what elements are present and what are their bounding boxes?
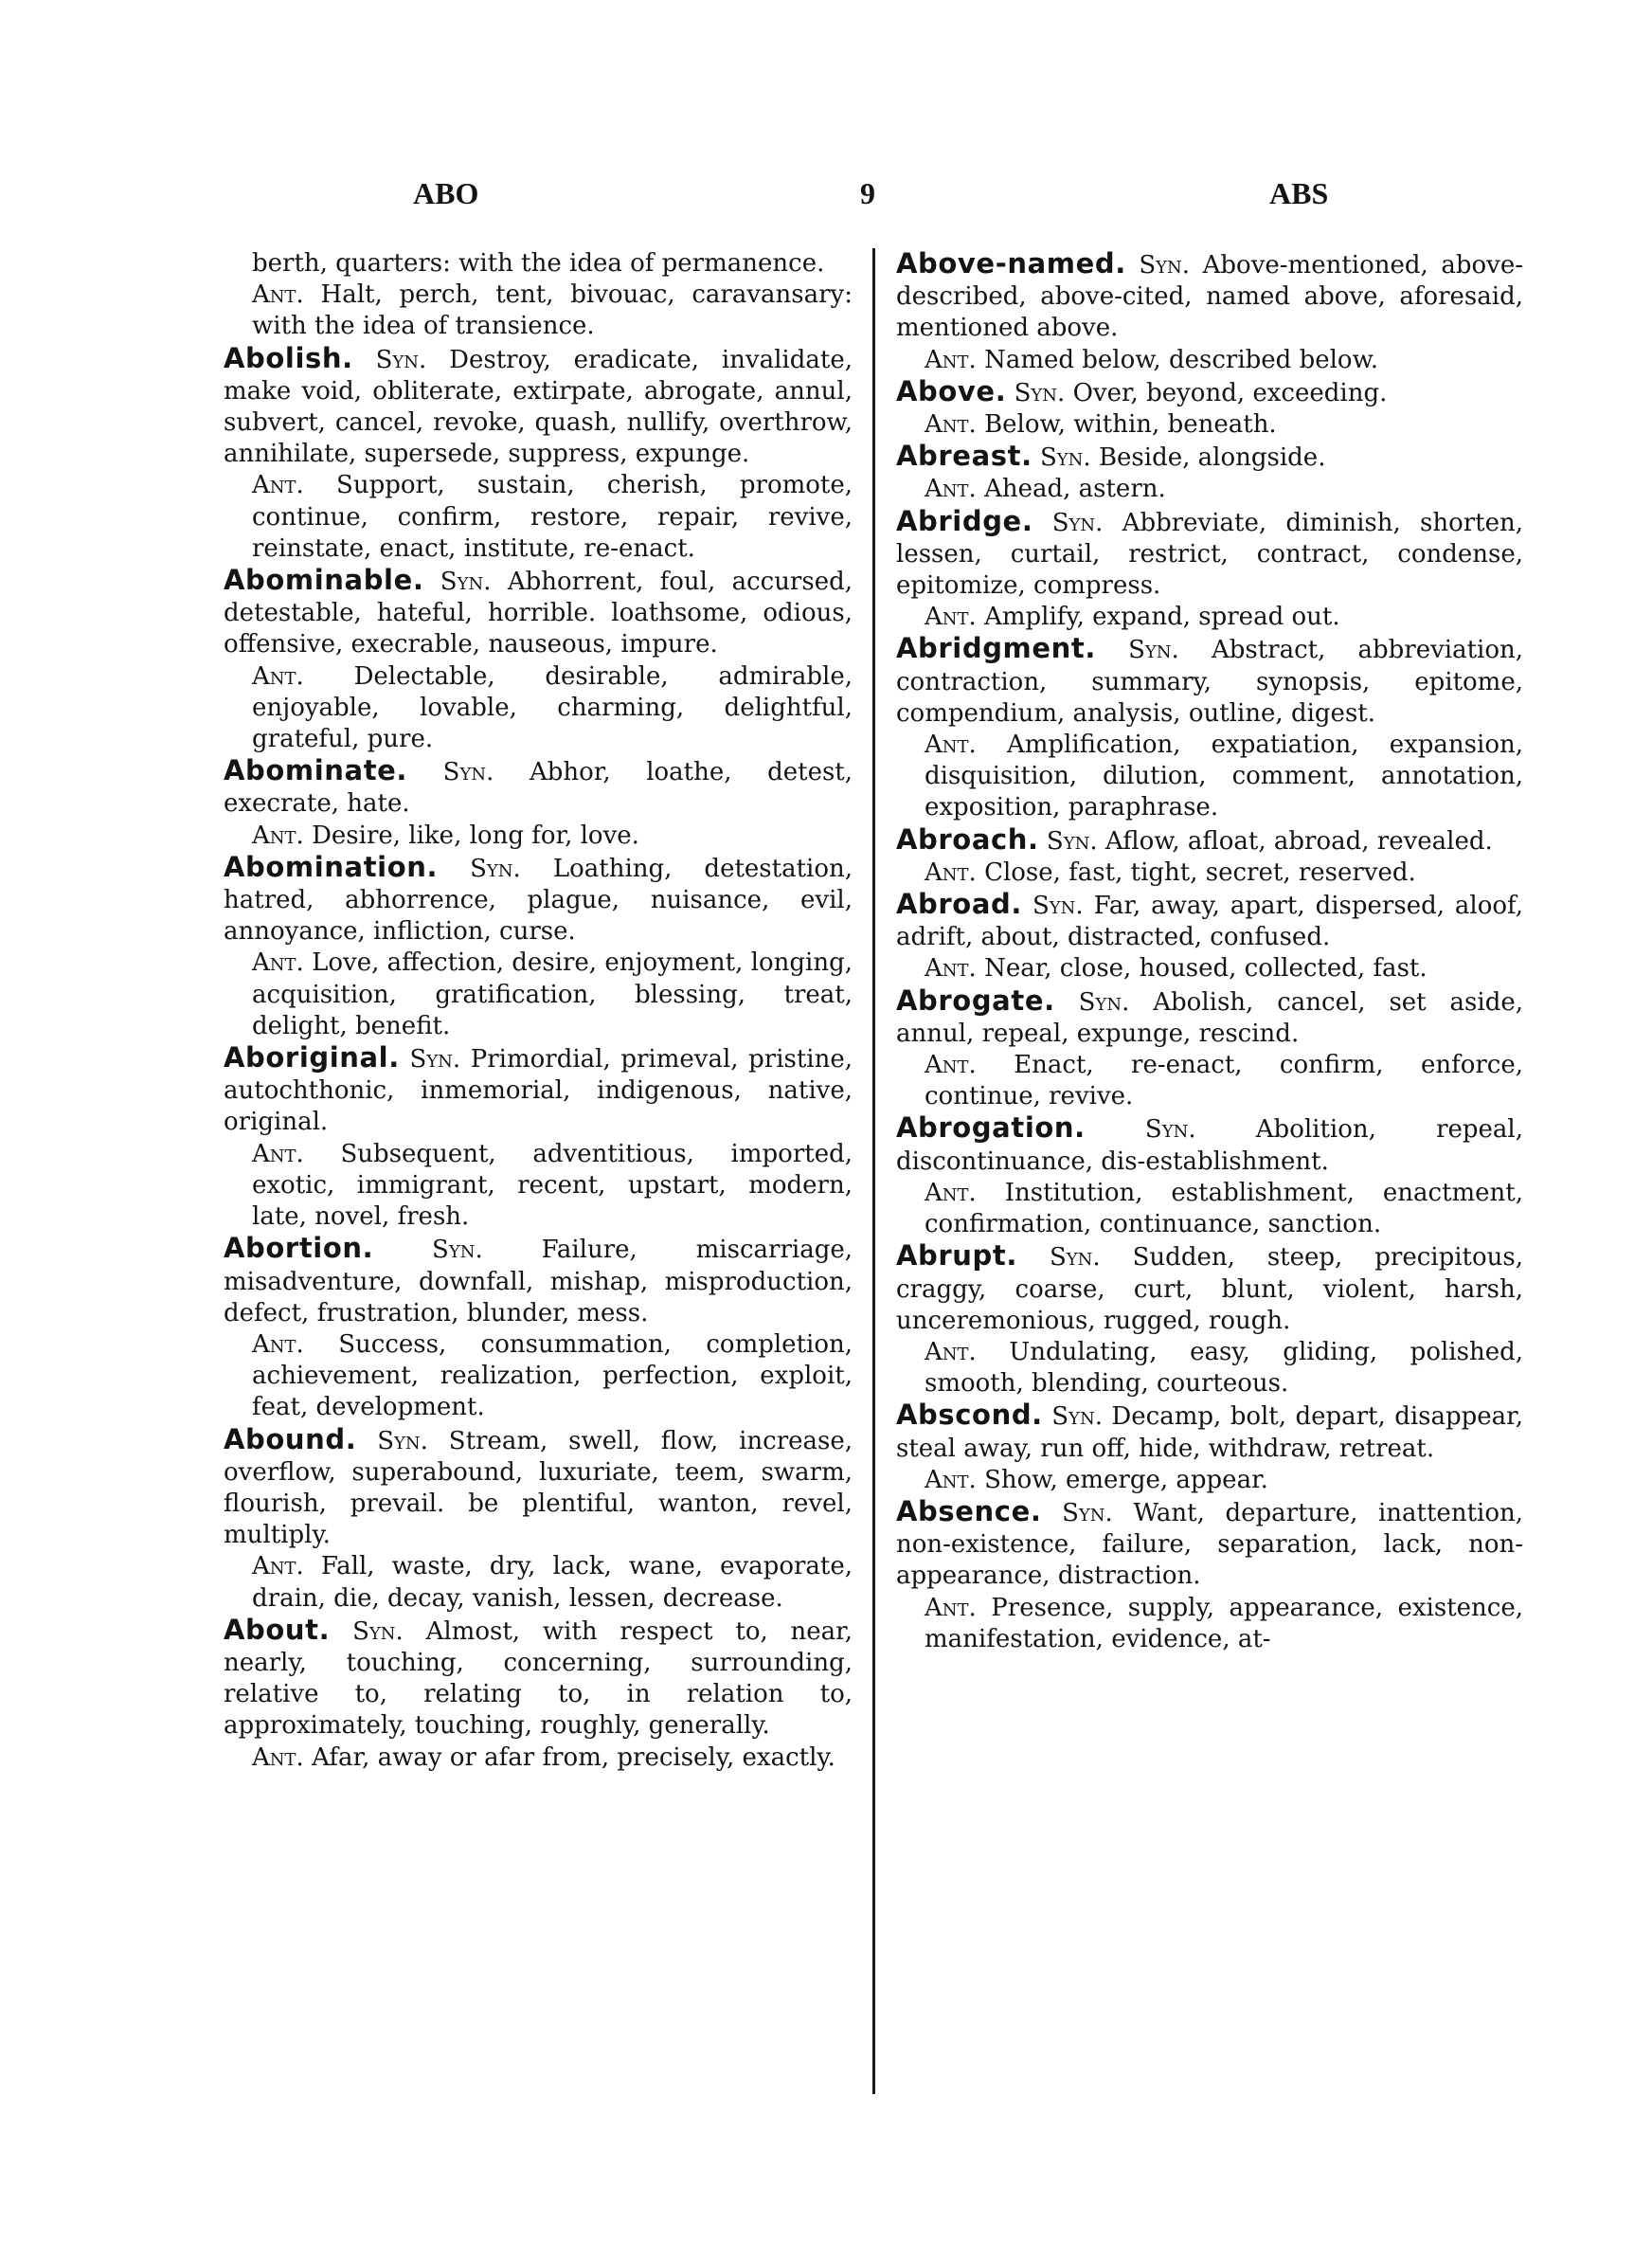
running-head	[0, 176, 1652, 224]
headword: Absence.	[896, 1494, 1042, 1527]
synonym-list: Primordial, primeval, pristine, autochthonic, inmemorial, indigenous, native, original.	[224, 1045, 853, 1137]
synonym-list: Stream, swell, flow, increase, overflow, superabound, luxuriate, teem, swarm, flourish, prevail. be plentiful, wanton, revel, multiply.	[224, 1426, 853, 1550]
antonym-list: Love, affection, desire, enjoyment, longing, acquisition, gratification, blessing, treat, delight, benefit.	[252, 948, 853, 1040]
synonym-list: Failure, miscarriage, misadventure, downfall, mishap, misproduction, defect, frustration, blunder, mess.	[224, 1236, 853, 1327]
antonym-list: Afar, away or afar from, precisely, exactly.	[312, 1742, 835, 1772]
antonym-label: Ant.	[925, 410, 977, 440]
headword: Abominate.	[224, 754, 408, 787]
antonym-label: Ant.	[252, 1139, 304, 1168]
antonym-list: Halt, perch, tent, bivouac, caravansary: with the idea of transience.	[252, 280, 853, 341]
left-column	[224, 248, 853, 1774]
synonym-list: Far, away, apart, dispersed, aloof, adrift, about, distracted, confused.	[896, 892, 1524, 952]
dictionary-entry	[224, 343, 853, 471]
antonym-list: Enact, re-enact, confirm, enforce, continue, revive.	[925, 1051, 1523, 1111]
antonym-label: Ant.	[252, 948, 304, 978]
antonym-label: Ant.	[252, 821, 304, 850]
synonym-list: Over, beyond, exceeding.	[1072, 378, 1388, 407]
antonym-list: Close, fast, tight, secret, reserved.	[984, 858, 1416, 887]
antonym-line	[224, 470, 853, 565]
antonym-label: Ant.	[925, 1178, 977, 1207]
antonym-line	[896, 1178, 1523, 1240]
antonym-list: Delectable, desirable, admirable, enjoyable, lovable, charming, delightful, grateful, pure.	[252, 661, 853, 754]
headword: Abroad.	[896, 888, 1022, 921]
running-head-left: ABO	[413, 176, 479, 210]
antonym-line	[896, 1050, 1523, 1112]
antonym-label: Ant.	[252, 1552, 304, 1581]
dictionary-entry	[896, 506, 1523, 603]
antonym-line	[224, 1139, 853, 1234]
synonym-label: Syn.	[1014, 378, 1066, 407]
antonym-list: Desire, like, long for, love.	[312, 821, 639, 850]
synonym-list: Decamp, bolt, depart, disappear, steal away, run off, hide, withdraw, retreat.	[896, 1402, 1524, 1463]
synonym-list: Above-mentioned, above-described, above-cited, named above, aforesaid, mentioned above.	[896, 251, 1524, 343]
synonym-label: Syn.	[440, 568, 492, 597]
antonym-list: Amplification, expatiation, expansion, disquisition, dilution, comment, annotation, exposition, paraphrase.	[925, 731, 1523, 822]
antonym-label: Ant.	[925, 731, 977, 760]
headword: Above.	[896, 374, 1007, 407]
dictionary-entry	[896, 376, 1523, 409]
dictionary-entry	[224, 755, 853, 820]
antonym-line	[224, 821, 853, 852]
antonym-label: Ant.	[252, 1742, 304, 1772]
antonym-line	[896, 474, 1523, 505]
antonym-label: Ant.	[252, 1329, 304, 1359]
synonym-list: Abbreviate, diminish, shorten, lessen, curtail, restrict, contract, condense, epitomize, compress.	[896, 508, 1524, 601]
synonym-list: Abolish, cancel, set aside, annul, repeal, expunge, rescind.	[896, 987, 1523, 1048]
synonym-label: Syn.	[375, 345, 427, 374]
antonym-list: Near, close, housed, collected, fast.	[984, 954, 1428, 984]
dictionary-entry	[224, 1042, 853, 1139]
headword: Abrogation.	[896, 1111, 1086, 1145]
synonym-label: Syn.	[352, 1616, 404, 1646]
dictionary-entry	[224, 1233, 853, 1329]
synonym-label: Syn.	[1144, 1115, 1196, 1145]
synonym-label: Syn.	[432, 1236, 483, 1265]
synonym-label: Syn.	[1039, 443, 1091, 473]
headword: Aboriginal.	[224, 1041, 400, 1074]
headword: Abound.	[224, 1422, 357, 1455]
antonym-line	[896, 858, 1523, 889]
right-column	[896, 248, 1523, 1655]
headword: About.	[224, 1613, 331, 1646]
headword: Abortion.	[224, 1232, 374, 1265]
antonym-label: Ant.	[925, 1051, 977, 1080]
antonym-line	[896, 730, 1523, 824]
dictionary-entry	[896, 985, 1523, 1050]
antonym-list: Show, emerge, appear.	[984, 1465, 1268, 1494]
synonym-label: Syn.	[1046, 826, 1098, 856]
antonym-line	[896, 409, 1523, 441]
continued-text: berth, quarters: with the idea of permanence.	[252, 249, 825, 278]
dictionary-entry	[224, 1615, 853, 1742]
antonym-list: Undulating, easy, gliding, polished, smooth, blending, courteous.	[925, 1337, 1523, 1399]
dictionary-entry	[896, 1399, 1523, 1464]
synonym-list: Abolition, repeal, discontinuance, dis-establishment.	[896, 1115, 1523, 1176]
synonym-label: Syn.	[1078, 987, 1130, 1017]
antonym-line	[224, 661, 853, 756]
antonym-list: Presence, supply, appearance, existence, manifestation, evidence, at-	[925, 1593, 1524, 1653]
synonym-label: Syn.	[442, 758, 494, 787]
synonym-list: Abhorrent, foul, accursed, detestable, hateful, horrible. loathsome, odious, offensive, execrable, nauseous, impure.	[224, 568, 853, 659]
antonym-label: Ant.	[925, 1593, 977, 1622]
synonym-list: Abstract, abbreviation, contraction, summary, synopsis, epitome, compendium, analysis, outline, digest.	[896, 636, 1524, 728]
antonym-line	[224, 1551, 853, 1614]
antonym-line	[224, 948, 853, 1042]
synonym-list: Almost, with respect to, near, nearly, touching, concerning, surrounding, relative to, relating to, in relation to, approximately, touching, roughly, generally.	[224, 1616, 853, 1741]
antonym-list: Fall, waste, dry, lack, wane, evaporate, drain, die, decay, vanish, lessen, decrease.	[252, 1552, 853, 1613]
antonym-list: Below, within, beneath.	[984, 410, 1277, 440]
antonym-list: Ahead, astern.	[984, 475, 1166, 504]
synonym-label: Syn.	[1032, 892, 1084, 921]
antonym-line	[896, 602, 1523, 633]
column-divider	[872, 248, 875, 2094]
synonym-label: Syn.	[1128, 636, 1179, 665]
dictionary-entry	[896, 824, 1523, 858]
antonym-line	[224, 1329, 853, 1424]
synonym-label: Syn.	[1051, 508, 1104, 537]
antonym-list: Institution, establishment, enactment, confirmation, continuance, sanction.	[925, 1178, 1524, 1239]
headword: Abroach.	[896, 822, 1039, 856]
antonym-line	[896, 1465, 1523, 1496]
headword: Abscond.	[896, 1399, 1043, 1432]
dictionary-entry	[896, 633, 1523, 730]
dictionary-entry	[224, 565, 853, 661]
antonym-label: Ant.	[925, 954, 977, 984]
synonym-list: Want, departure, inattention, non-existence, failure, separation, lack, non-appearance, distraction.	[896, 1498, 1523, 1591]
antonym-list: Subsequent, adventitious, imported, exotic, immigrant, recent, upstart, modern, late, novel, fresh.	[252, 1139, 853, 1232]
antonym-label: Ant.	[925, 603, 977, 632]
dictionary-entry	[896, 248, 1523, 345]
antonym-label: Ant.	[252, 661, 304, 691]
headword: Abridgment.	[896, 632, 1096, 665]
headword: Above-named.	[896, 247, 1126, 280]
antonym-list: Support, sustain, cherish, promote, continue, confirm, restore, repair, revive, reinstate, enact, institute, re-enact.	[252, 471, 853, 563]
antonym-line	[896, 345, 1523, 376]
synonym-label: Syn.	[1062, 1498, 1113, 1527]
headword: Abridge.	[896, 504, 1033, 537]
headword: Abomination.	[224, 850, 439, 883]
antonym-label: Ant.	[925, 1465, 977, 1494]
antonym-label: Ant.	[252, 471, 304, 500]
antonym-list: Success, consummation, completion, achievement, realization, perfection, exploit, feat, development.	[252, 1329, 853, 1422]
antonym-line	[896, 1593, 1523, 1655]
dictionary-entry	[896, 1112, 1523, 1177]
synonym-list: Destroy, eradicate, invalidate, make void, obliterate, extirpate, abrogate, annul, subvert, cancel, revoke, quash, nullify, overthrow, annihilate, supersede, suppress, expunge.	[224, 345, 853, 469]
synonym-list: Sudden, steep, precipitous, craggy, coarse, curt, blunt, violent, harsh, unceremonious, rugged, rough.	[896, 1243, 1523, 1335]
synonym-label: Syn.	[470, 854, 521, 883]
synonym-label: Syn.	[1051, 1402, 1103, 1432]
headword: Abolish.	[224, 341, 353, 374]
dictionary-entry	[896, 1496, 1523, 1593]
headword: Abrogate.	[896, 984, 1055, 1017]
antonym-line	[896, 953, 1523, 984]
antonym-list: Amplify, expand, spread out.	[984, 603, 1340, 632]
antonym-label: Ant.	[925, 475, 977, 504]
running-head-right: ABS	[1269, 176, 1329, 210]
headword: Abreast.	[896, 440, 1032, 473]
dictionary-entry	[224, 852, 853, 948]
page-number: 9	[860, 176, 875, 210]
synonym-list: Aflow, afloat, abroad, revealed.	[1104, 826, 1493, 856]
dictionary-entry	[896, 1240, 1523, 1337]
antonym-label: Ant.	[252, 280, 304, 310]
antonym-list: Named below, described below.	[984, 345, 1379, 374]
dictionary-entry	[896, 889, 1523, 953]
antonym-line	[224, 280, 853, 342]
synonym-label: Syn.	[377, 1426, 428, 1455]
dictionary-entry	[224, 1424, 853, 1552]
dictionary-entry	[896, 441, 1523, 474]
synonym-list: Loathing, detestation, hatred, abhorrence, plague, nuisance, evil, annoyance, infliction, curse.	[224, 854, 853, 947]
antonym-label: Ant.	[925, 858, 977, 887]
synonym-label: Syn.	[409, 1045, 461, 1074]
synonym-label: Syn.	[1139, 251, 1191, 280]
antonym-line	[224, 1742, 853, 1774]
antonym-label: Ant.	[925, 1337, 977, 1366]
headword: Abrupt.	[896, 1239, 1017, 1273]
antonym-line	[896, 1337, 1523, 1399]
synonym-list: Beside, alongside.	[1098, 443, 1326, 473]
antonym-label: Ant.	[925, 345, 977, 374]
synonym-label: Syn.	[1049, 1243, 1101, 1273]
synonym-list: Abhor, loathe, detest, execrate, hate.	[224, 758, 853, 819]
headword: Abominable.	[224, 564, 424, 597]
